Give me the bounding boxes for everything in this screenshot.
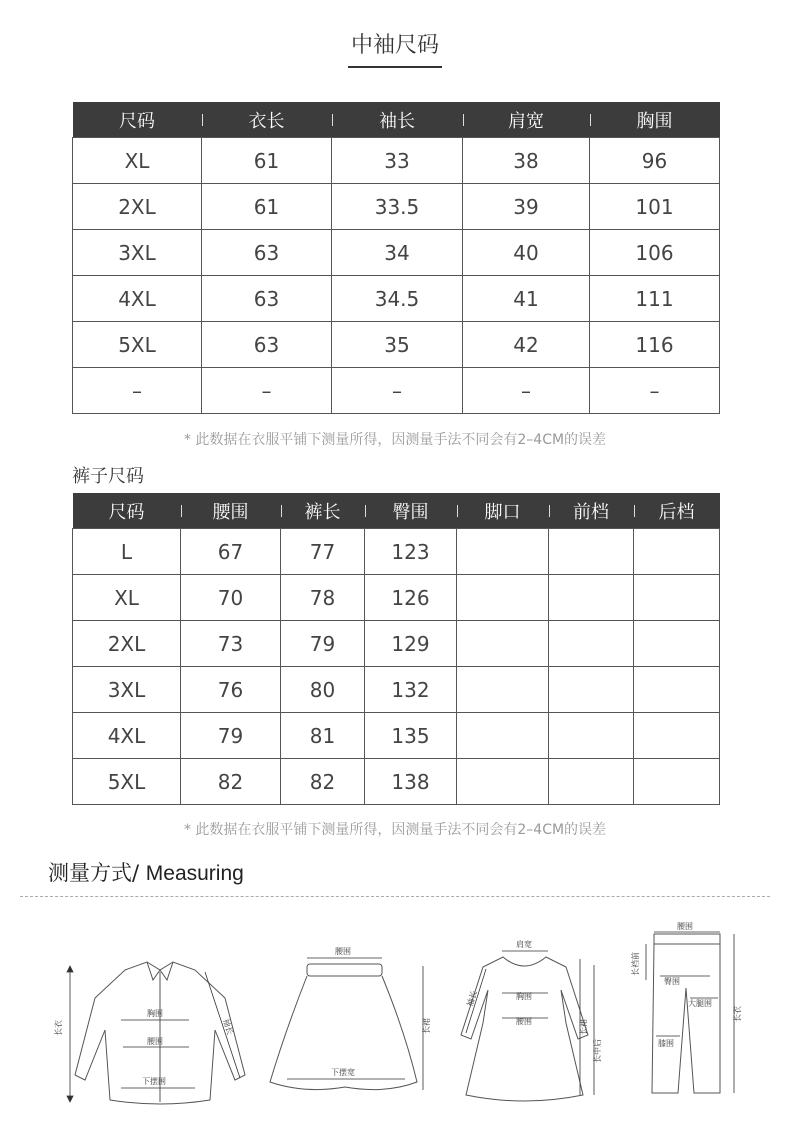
pants-header-cell: 臀围: [365, 493, 457, 529]
table-cell: 33: [332, 138, 463, 184]
table-cell: 73: [181, 621, 281, 667]
table-cell: 135: [365, 713, 457, 759]
table-cell: [549, 621, 634, 667]
dotted-divider: [20, 896, 770, 897]
table-cell: [457, 529, 549, 575]
table-cell: 41: [463, 276, 590, 322]
table-cell: XL: [73, 575, 181, 621]
top-table-header: [73, 102, 720, 138]
table-cell: 79: [281, 621, 365, 667]
table-cell: 39: [463, 184, 590, 230]
table-row: [73, 713, 720, 759]
table-cell: –: [202, 368, 332, 414]
table-cell: 77: [281, 529, 365, 575]
table-cell: –: [332, 368, 463, 414]
skirt-length-label: 长裙: [422, 1018, 431, 1034]
table-cell: 116: [590, 322, 720, 368]
table-row: [73, 184, 720, 230]
table-cell: 96: [590, 138, 720, 184]
table-cell: –: [590, 368, 720, 414]
top-header-cell: 肩宽: [463, 102, 590, 138]
dress-chest-label: 胸围: [516, 992, 532, 1001]
shirt-chest-label: 胸围: [147, 1009, 163, 1018]
dress-mid-back-label: 长中后: [593, 1039, 602, 1063]
measuring-title-en: Measuring: [145, 862, 244, 885]
measuring-title-cn: 测量方式: [48, 861, 132, 885]
table-cell: –: [73, 368, 202, 414]
table-cell: [634, 621, 720, 667]
pants-measure-note: * 此数据在衣服平铺下测量所得，因测量手法不同会有2–4CM的误差: [183, 822, 607, 838]
pants-length-label: 长衣: [733, 1006, 742, 1022]
pants-illustration: [628, 918, 748, 1103]
table-cell: 2XL: [73, 621, 181, 667]
top-header-cell: 胸围: [590, 102, 720, 138]
skirt-illustration: [265, 942, 440, 1102]
pants-diagram: [628, 918, 748, 1103]
table-cell: 35: [332, 322, 463, 368]
table-cell: XL: [73, 138, 202, 184]
table-cell: [634, 667, 720, 713]
shirt-diagram: [55, 950, 255, 1115]
table-cell: 4XL: [73, 713, 181, 759]
table-cell: 61: [202, 184, 332, 230]
table-cell: 101: [590, 184, 720, 230]
table-cell: 3XL: [73, 230, 202, 276]
pants-header-cell: 后档: [634, 493, 720, 529]
table-cell: 76: [181, 667, 281, 713]
table-cell: [457, 759, 549, 805]
pants-size-title: 裤子尺码: [72, 466, 144, 487]
pants-header-cell: 前档: [549, 493, 634, 529]
table-row: [73, 230, 720, 276]
pants-header-cell: 尺码: [73, 493, 181, 529]
table-cell: 33.5: [332, 184, 463, 230]
table-cell: 40: [463, 230, 590, 276]
table-cell: [549, 529, 634, 575]
shirt-waist-label: 腰围: [147, 1037, 163, 1046]
pants-knee-label: 膝围: [658, 1039, 674, 1048]
table-row: [73, 529, 720, 575]
skirt-diagram: [265, 942, 440, 1102]
dress-illustration: [458, 935, 606, 1110]
top-header-cell: 尺码: [73, 102, 202, 138]
table-row: [73, 322, 720, 368]
table-cell: [549, 667, 634, 713]
table-cell: 42: [463, 322, 590, 368]
table-cell: [549, 759, 634, 805]
table-cell: 82: [281, 759, 365, 805]
table-cell: 129: [365, 621, 457, 667]
table-cell: 123: [365, 529, 457, 575]
table-cell: 63: [202, 322, 332, 368]
pants-front-rise-label: 长裆前: [631, 952, 640, 976]
table-row: [73, 138, 720, 184]
dress-diagram: [458, 935, 606, 1110]
table-cell: 82: [181, 759, 281, 805]
table-cell: 34.5: [332, 276, 463, 322]
table-cell: [457, 575, 549, 621]
dress-sleeve-label: 袖长: [465, 989, 479, 1008]
measuring-title-sep: /: [132, 861, 140, 885]
measuring-title: [48, 857, 244, 887]
table-row: [73, 667, 720, 713]
table-row: [73, 759, 720, 805]
pants-waist-label: 腰围: [677, 922, 693, 931]
table-cell: 61: [202, 138, 332, 184]
table-cell: [634, 575, 720, 621]
table-cell: 126: [365, 575, 457, 621]
table-cell: 111: [590, 276, 720, 322]
table-cell: 106: [590, 230, 720, 276]
table-cell: [457, 713, 549, 759]
pants-header-cell: 腰围: [181, 493, 281, 529]
table-row: [73, 276, 720, 322]
table-cell: 79: [181, 713, 281, 759]
table-cell: 5XL: [73, 759, 181, 805]
table-cell: 81: [281, 713, 365, 759]
table-cell: 5XL: [73, 322, 202, 368]
pants-header-cell: 裤长: [281, 493, 365, 529]
table-cell: [549, 713, 634, 759]
table-cell: [634, 529, 720, 575]
table-cell: L: [73, 529, 181, 575]
dress-shoulder-label: 肩宽: [516, 940, 532, 949]
skirt-waist-label: 腰围: [335, 947, 351, 956]
dress-length-label: 长裙: [579, 1019, 588, 1035]
table-row: [73, 621, 720, 667]
top-size-title-text: 中袖尺码: [348, 28, 442, 68]
table-cell: 3XL: [73, 667, 181, 713]
shirt-sleeve-label: 袖长: [221, 1017, 235, 1036]
skirt-hem-label: 下摆宽: [331, 1068, 355, 1077]
pants-table-header: [73, 493, 720, 529]
table-cell: –: [463, 368, 590, 414]
table-cell: [634, 713, 720, 759]
table-cell: [457, 667, 549, 713]
pants-size-table: [72, 493, 720, 805]
table-cell: [634, 759, 720, 805]
table-row: [73, 368, 720, 414]
top-header-cell: 袖长: [332, 102, 463, 138]
table-cell: 78: [281, 575, 365, 621]
table-row: [73, 575, 720, 621]
shirt-hem-label: 下摆围: [142, 1077, 166, 1086]
pants-thigh-label: 大腿围: [688, 999, 712, 1008]
table-cell: [457, 621, 549, 667]
table-cell: 80: [281, 667, 365, 713]
table-cell: 70: [181, 575, 281, 621]
table-cell: 34: [332, 230, 463, 276]
table-cell: 67: [181, 529, 281, 575]
top-size-table: [72, 102, 720, 414]
top-size-title: [0, 28, 790, 68]
dress-waist-label: 腰围: [516, 1017, 532, 1026]
table-cell: [549, 575, 634, 621]
shirt-illustration: [55, 950, 255, 1115]
table-cell: 63: [202, 230, 332, 276]
table-cell: 4XL: [73, 276, 202, 322]
table-cell: 2XL: [73, 184, 202, 230]
table-cell: 38: [463, 138, 590, 184]
table-cell: 138: [365, 759, 457, 805]
shirt-length-label: 长衣: [54, 1020, 63, 1036]
pants-hip-label: 臀围: [664, 977, 680, 986]
table-cell: 63: [202, 276, 332, 322]
table-cell: 132: [365, 667, 457, 713]
pants-header-cell: 脚口: [457, 493, 549, 529]
top-measure-note: * 此数据在衣服平铺下测量所得，因测量手法不同会有2–4CM的误差: [183, 432, 607, 448]
top-header-cell: 衣长: [202, 102, 332, 138]
